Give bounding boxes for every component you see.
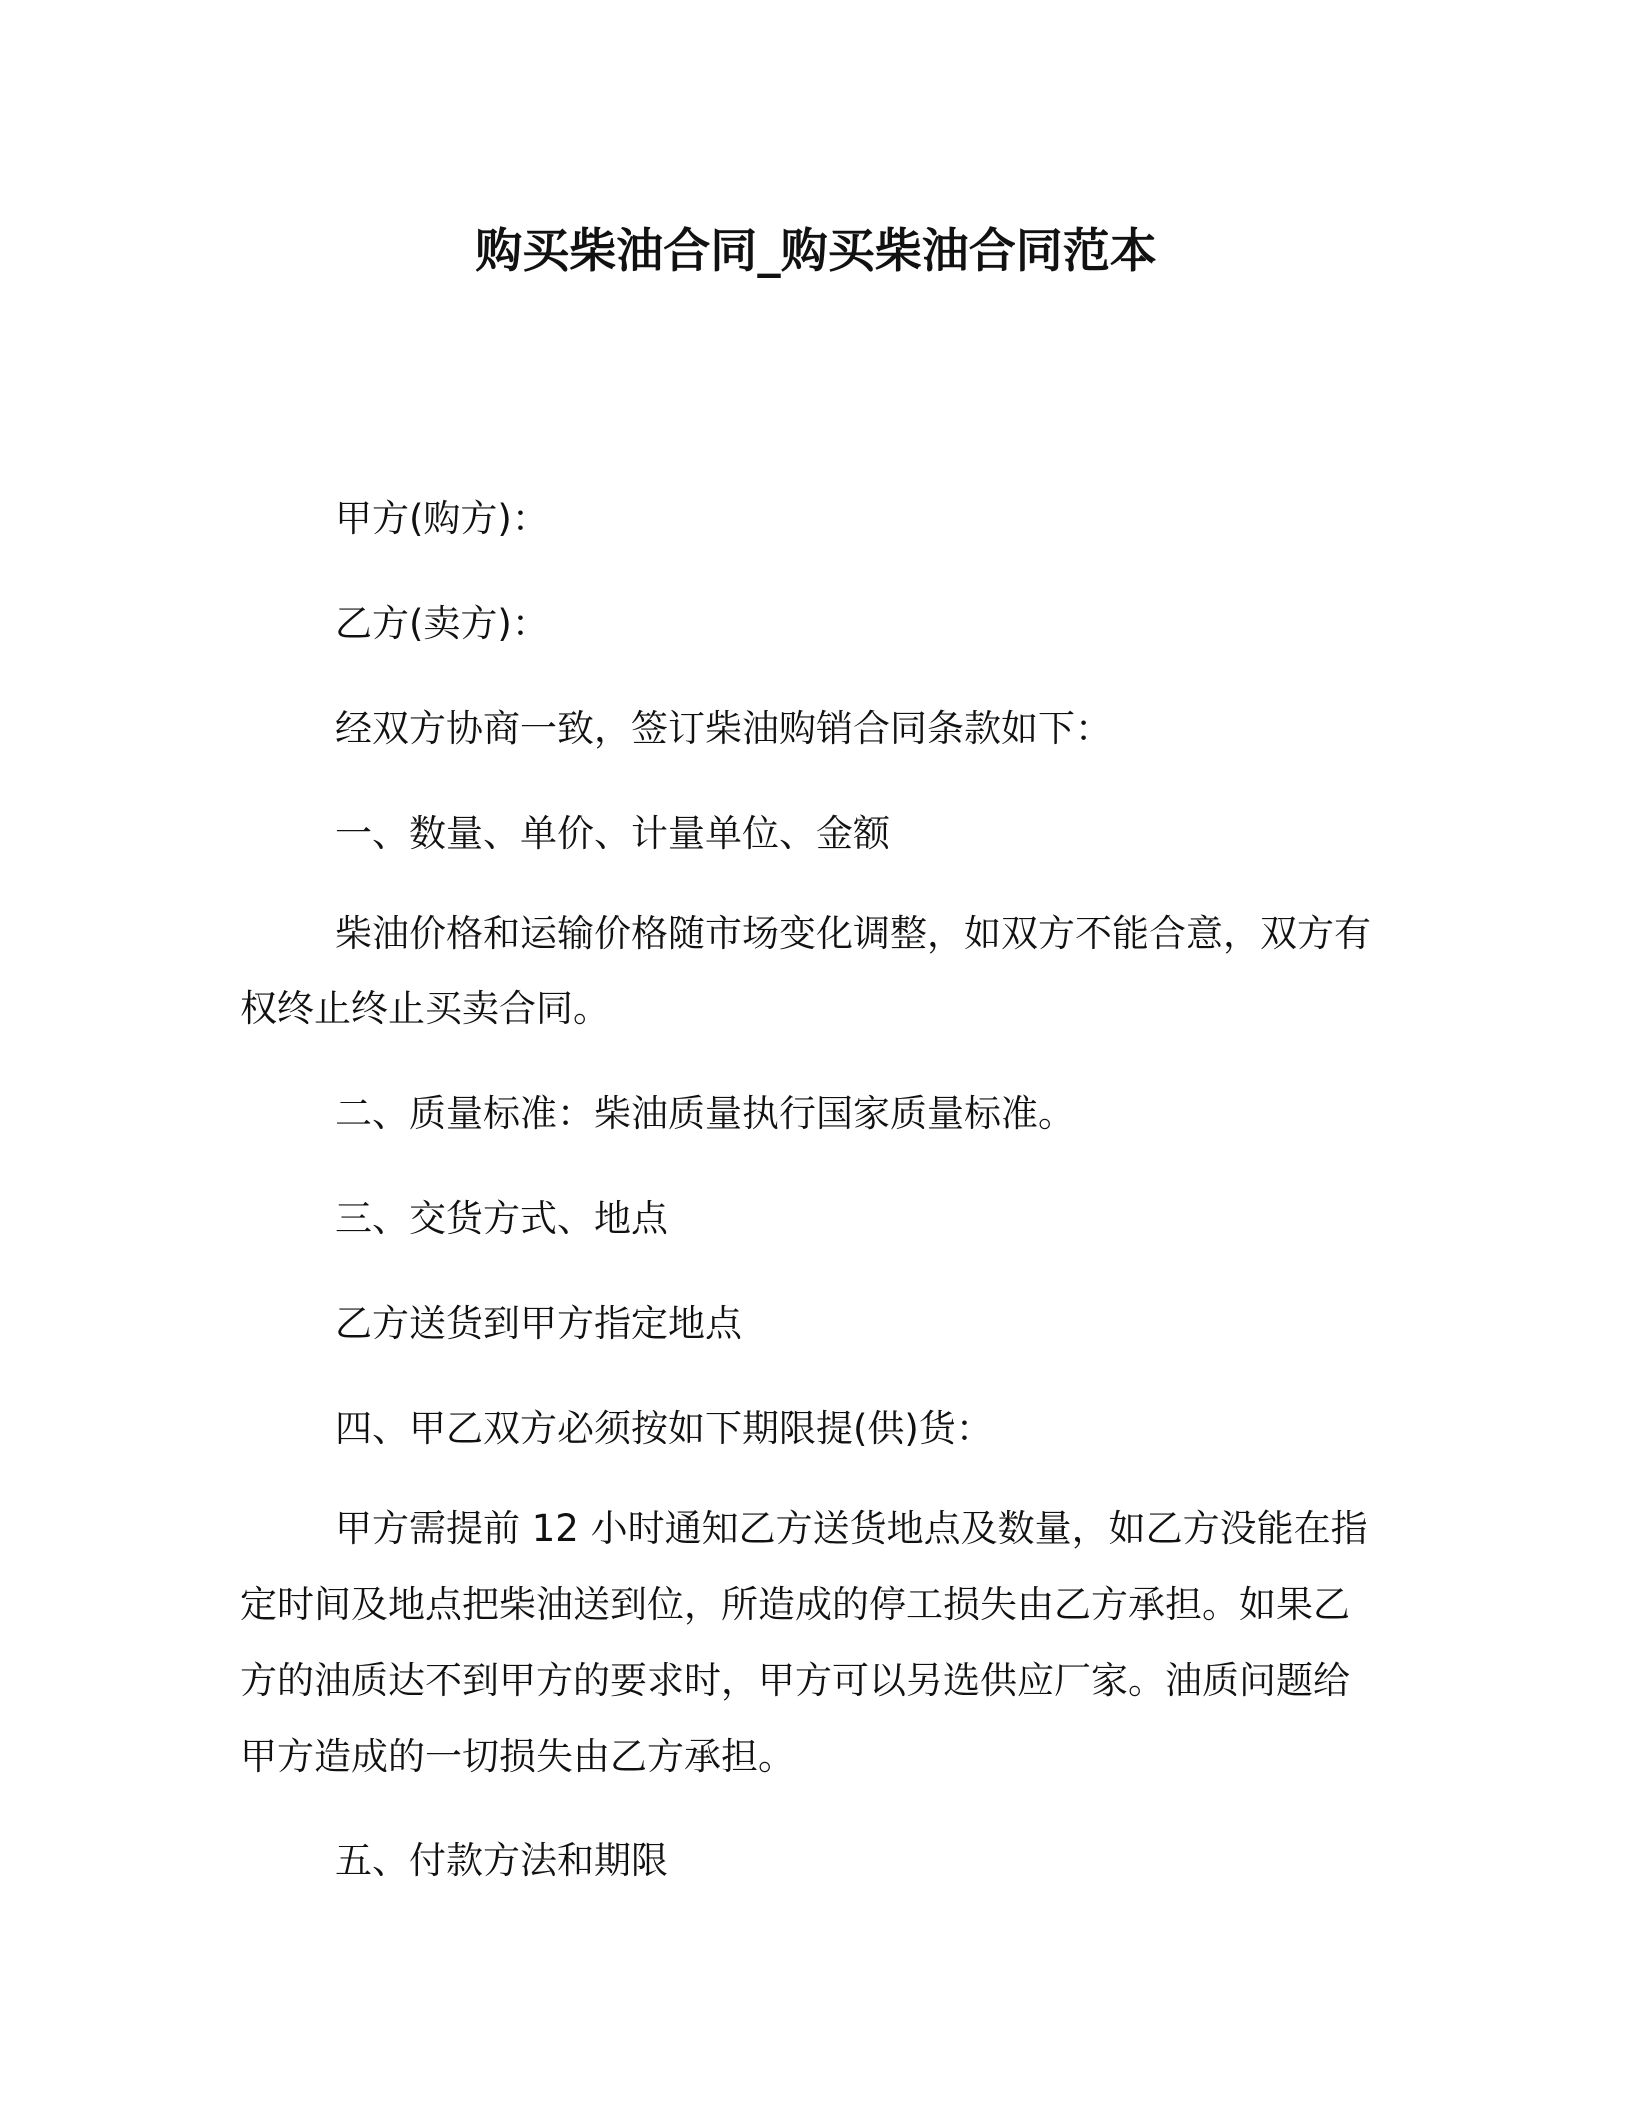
party-b-line: 乙方(卖方)： [335, 602, 549, 645]
section-1-text-line-2: 权终止终止买卖合同。 [240, 987, 610, 1030]
section-4-heading: 四、甲乙双方必须按如下期限提(供)货： [335, 1407, 993, 1450]
section-4-text-line-3: 方的油质达不到甲方的要求时，甲方可以另选供应厂家。油质问题给 [240, 1659, 1350, 1702]
section-2-text: 二、质量标准：柴油质量执行国家质量标准。 [335, 1092, 1075, 1135]
section-1-text-line-1: 柴油价格和运输价格随市场变化调整，如双方不能合意，双方有 [335, 912, 1371, 955]
party-a-line: 甲方(购方)： [335, 497, 549, 540]
section-4-text-line-4: 甲方造成的一切损失由乙方承担。 [240, 1735, 795, 1778]
section-4-text-line-2: 定时间及地点把柴油送到位，所造成的停工损失由乙方承担。如果乙 [240, 1583, 1350, 1626]
section-5-heading: 五、付款方法和期限 [335, 1839, 668, 1882]
section-1-heading: 一、数量、单价、计量单位、金额 [335, 812, 890, 855]
agreement-intro: 经双方协商一致，签订柴油购销合同条款如下： [335, 707, 1112, 750]
section-4-text-line-1: 甲方需提前 12 小时通知乙方送货地点及数量，如乙方没能在指 [335, 1507, 1368, 1550]
section-3-heading: 三、交货方式、地点 [335, 1197, 668, 1240]
section-3-text: 乙方送货到甲方指定地点 [335, 1302, 742, 1345]
document-title: 购买柴油合同_购买柴油合同范本 [475, 224, 1157, 279]
